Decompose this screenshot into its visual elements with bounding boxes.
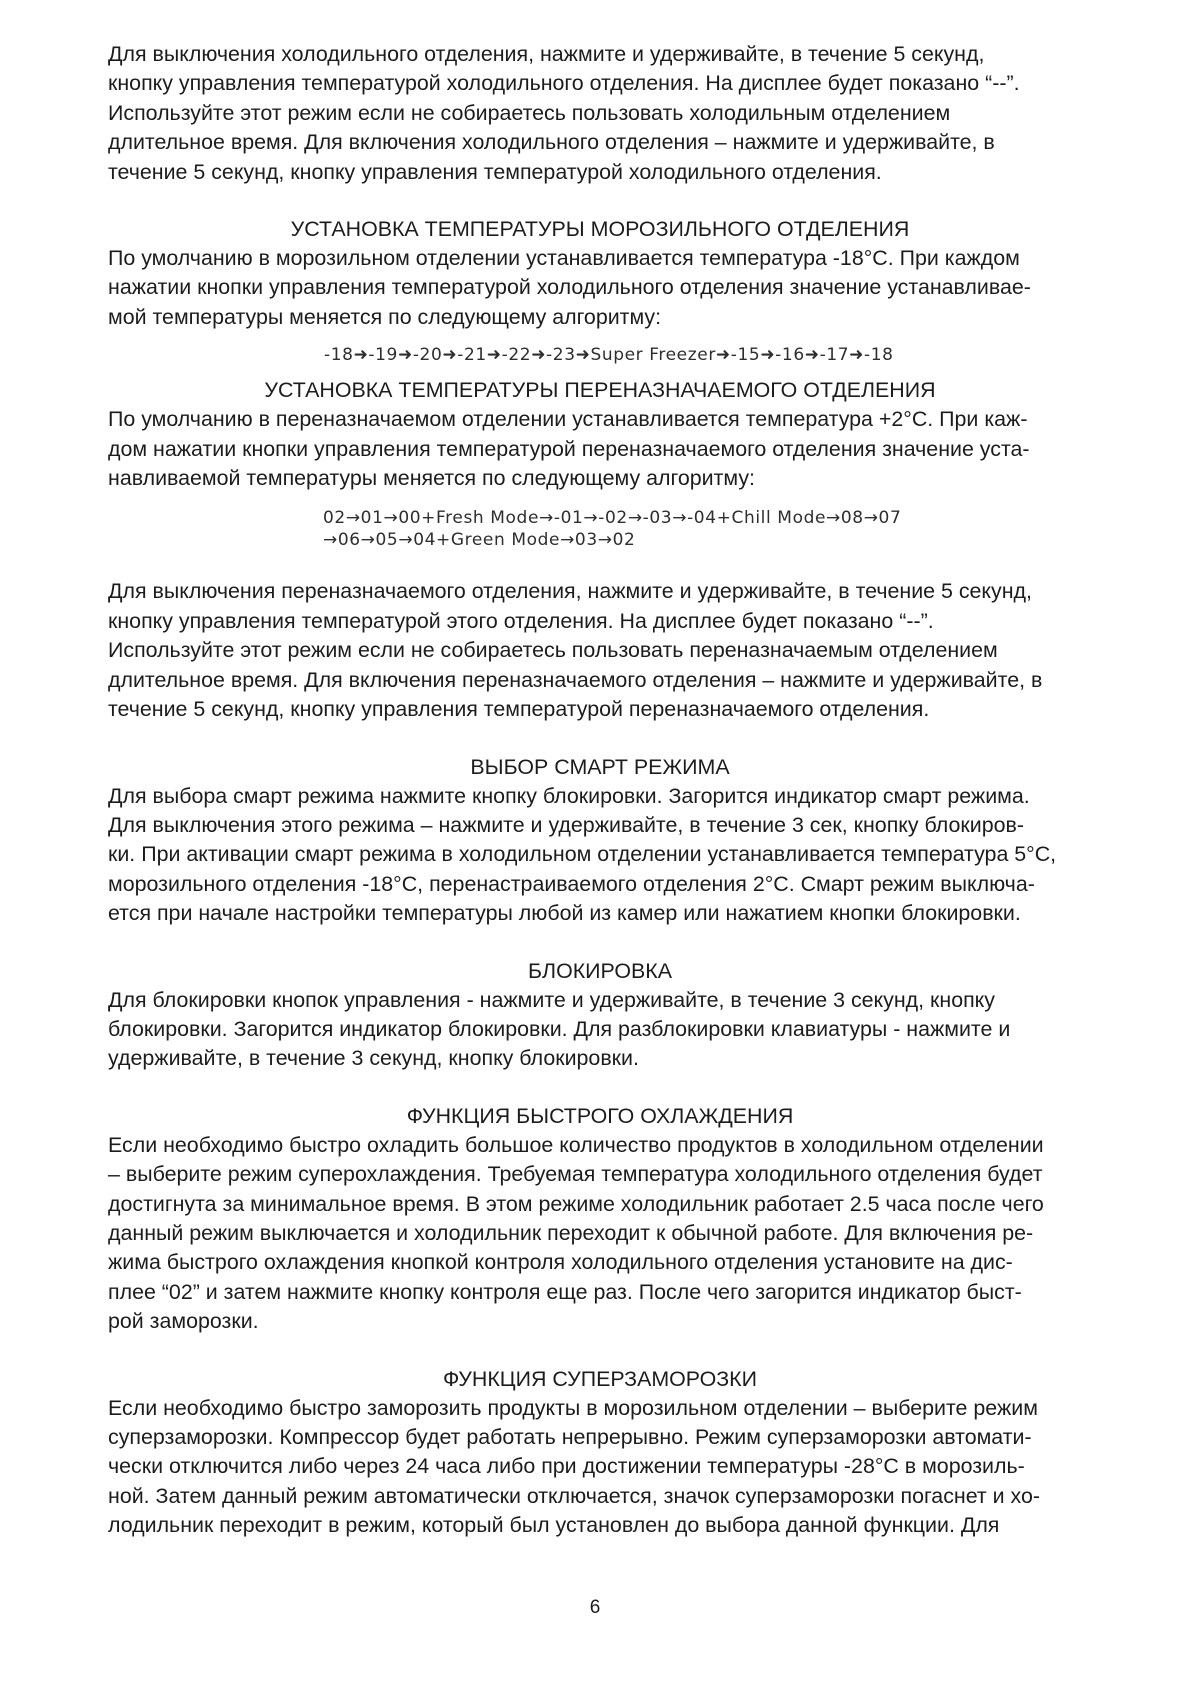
lock-paragraph: Для блокировки кнопок управления - нажмите и удерживайте, в течение 3 секунд, кнопку блокировки. Загорится индикатор блокировки. Для разблокировки клавиатуры - нажмите и удерживайте, в течение 3 секунд, кнопку блокировки. bbox=[108, 987, 1011, 1071]
intro-paragraph: Для выключения холодильного отделения, нажмите и удерживайте, в течение 5 секунд, кнопку управления температурой холодильного отделения. На дисплее будет показано “--”. Используйте этот режим если не собираетесь пользовать холодильным отделением длительное время. Для включения холодильного отделения – нажмите и удерживайте, в течение 5 секунд, кнопку управления температурой холодильного отделения. bbox=[108, 42, 1020, 184]
convertible-heading: УСТАНОВКА ТЕМПЕРАТУРЫ ПЕРЕНАЗНАЧАЕМОГО ОТДЕЛЕНИЯ bbox=[264, 378, 936, 403]
fast-cool-paragraph: Если необходимо быстро охладить большое количество продуктов в холодильном отделении – выберите режим суперохлаждения. Требуемая температура холодильного отделения будет достигнута за минимальное время. В этом режиме холодильник работает 2.5 часа после чего данный режим выключается и холодильник переходит к обычной работе. Для включения ре- жима быстрого охлаждения кнопкой контроля холодильного отделения установите на дис- плее “02” и затем нажмите кнопку контроля еще раз. После чего загорится индикатор быст- рой заморозки. bbox=[108, 1132, 1044, 1334]
freezer-heading: УСТАНОВКА ТЕМПЕРАТУРЫ МОРОЗИЛЬНОГО ОТДЕЛЕНИЯ bbox=[290, 217, 910, 242]
convertible-off-paragraph: Для выключения переназначаемого отделения, нажмите и удерживайте, в течение 5 секунд, кнопку управления температурой этого отделения. На дисплее будет показано “--”. Используйте этот режим если не собираетесь пользовать переназначаемым отделением длительное время. Для включения переназначаемого отделения – нажмите и удерживайте, в течение 5 секунд, кнопку управления температурой переназначаемого отделения. bbox=[108, 579, 1043, 722]
spacer bbox=[108, 187, 1092, 215]
spacer bbox=[108, 929, 1092, 957]
convertible-sequence: 02→01→00+Fresh Mode→-01→-02→-03→-04+Chill Mode→08→07 →06→05→04+Green Mode→03→02 bbox=[323, 508, 902, 551]
smart-mode-heading: ВЫБОР СМАРТ РЕЖИМА bbox=[470, 754, 730, 779]
spacer bbox=[108, 1337, 1092, 1365]
lock-heading: БЛОКИРОВКА bbox=[528, 958, 672, 983]
page-number: 6 bbox=[589, 1597, 601, 1618]
freezer-paragraph: По умолчанию в морозильном отделении устанавливается температура -18°С. При каждом нажатии кнопки управления температурой холодильного отделения значение устанавливае- мой температуры меняется по следующему алгоритму: bbox=[108, 246, 1031, 329]
super-freeze-paragraph: Если необходимо быстро заморозить продукты в морозильном отделении – выберите режим суперзаморозки. Компрессор будет работать непрерывно. Режим суперзаморозки автомати- чески отключится либо через 24 часа либо при достижении температуры -28°С в морозиль- ной. Затем данный режим автоматически отключается, значок суперзаморозки погаснет и хо- лодильник переходит в режим, который был установлен до выбора данной функции. Для bbox=[108, 1395, 1040, 1538]
document-page bbox=[108, 40, 1092, 1541]
spacer bbox=[108, 1074, 1092, 1102]
fast-cool-heading: ФУНКЦИЯ БЫСТРОГО ОХЛАЖДЕНИЯ bbox=[406, 1103, 794, 1128]
convertible-paragraph: По умолчанию в переназначаемом отделении устанавливается температура +2°С. При каж- дом нажатии кнопки управления температурой переназначаемого отделения значение уста- навливаемой температуры меняется по следующему алгоритму: bbox=[108, 407, 1030, 491]
super-freeze-heading: ФУНКЦИЯ СУПЕРЗАМОРОЗКИ bbox=[443, 1366, 757, 1391]
smart-mode-paragraph: Для выбора смарт режима нажмите кнопку блокировки. Загорится индикатор смарт режима. Для выключения этого режима – нажмите и удерживайте, в течение 3 сек, кнопку блокиров- ки. При активации смарт режима в холодильном отделении устанавливается температура 5°С, морозильного отделения -18°С, перенастраиваемого отделения 2°С. Смарт режим выключа- ется при начале настройки температуры любой из камер или нажатием кнопки блокировки. bbox=[108, 783, 1057, 926]
spacer bbox=[108, 725, 1092, 753]
freezer-sequence: -18➜-19➜-20➜-21➜-22➜-23➜Super Freezer➜-15➜-16➜-17➜-18 bbox=[324, 345, 894, 366]
